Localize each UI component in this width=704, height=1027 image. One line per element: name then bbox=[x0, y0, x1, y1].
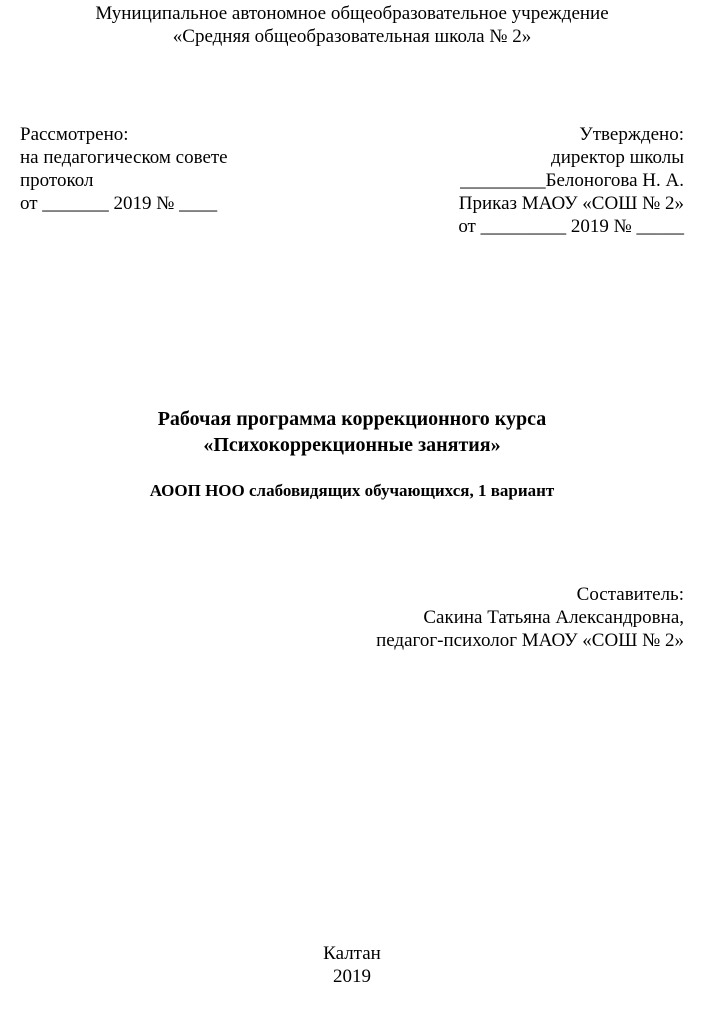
approved-order: Приказ МАОУ «СОШ № 2» bbox=[458, 193, 684, 214]
institution-name-line2: «Средняя общеобразовательная школа № 2» bbox=[172, 26, 532, 47]
approved-date: от _________ 2019 № _____ bbox=[458, 216, 684, 237]
reviewed-protocol: протокол bbox=[20, 170, 94, 191]
reviewed-council: на педагогическом совете bbox=[20, 147, 228, 168]
author-name: Сакина Татьяна Александровна, bbox=[423, 607, 684, 628]
approved-label: Утверждено: bbox=[579, 124, 684, 145]
reviewed-date: от _______ 2019 № ____ bbox=[20, 193, 218, 214]
author-position: педагог-психолог МАОУ «СОШ № 2» bbox=[376, 630, 684, 651]
program-subtitle: АООП НОО слабовидящих обучающихся, 1 вариант bbox=[149, 481, 555, 500]
institution-name-line1: Муниципальное автономное общеобразовательное учреждение bbox=[95, 3, 609, 24]
year: 2019 bbox=[333, 966, 371, 987]
city: Калтан bbox=[323, 943, 381, 964]
author-label: Составитель: bbox=[576, 584, 684, 605]
reviewed-label: Рассмотрено: bbox=[20, 124, 129, 145]
approved-signature: _________Белоногова Н. А. bbox=[460, 170, 684, 191]
approved-director: директор школы bbox=[551, 147, 684, 168]
program-title-line1: Рабочая программа коррекционного курса bbox=[157, 408, 547, 430]
program-title-line2: «Психокоррекционные занятия» bbox=[203, 434, 501, 456]
